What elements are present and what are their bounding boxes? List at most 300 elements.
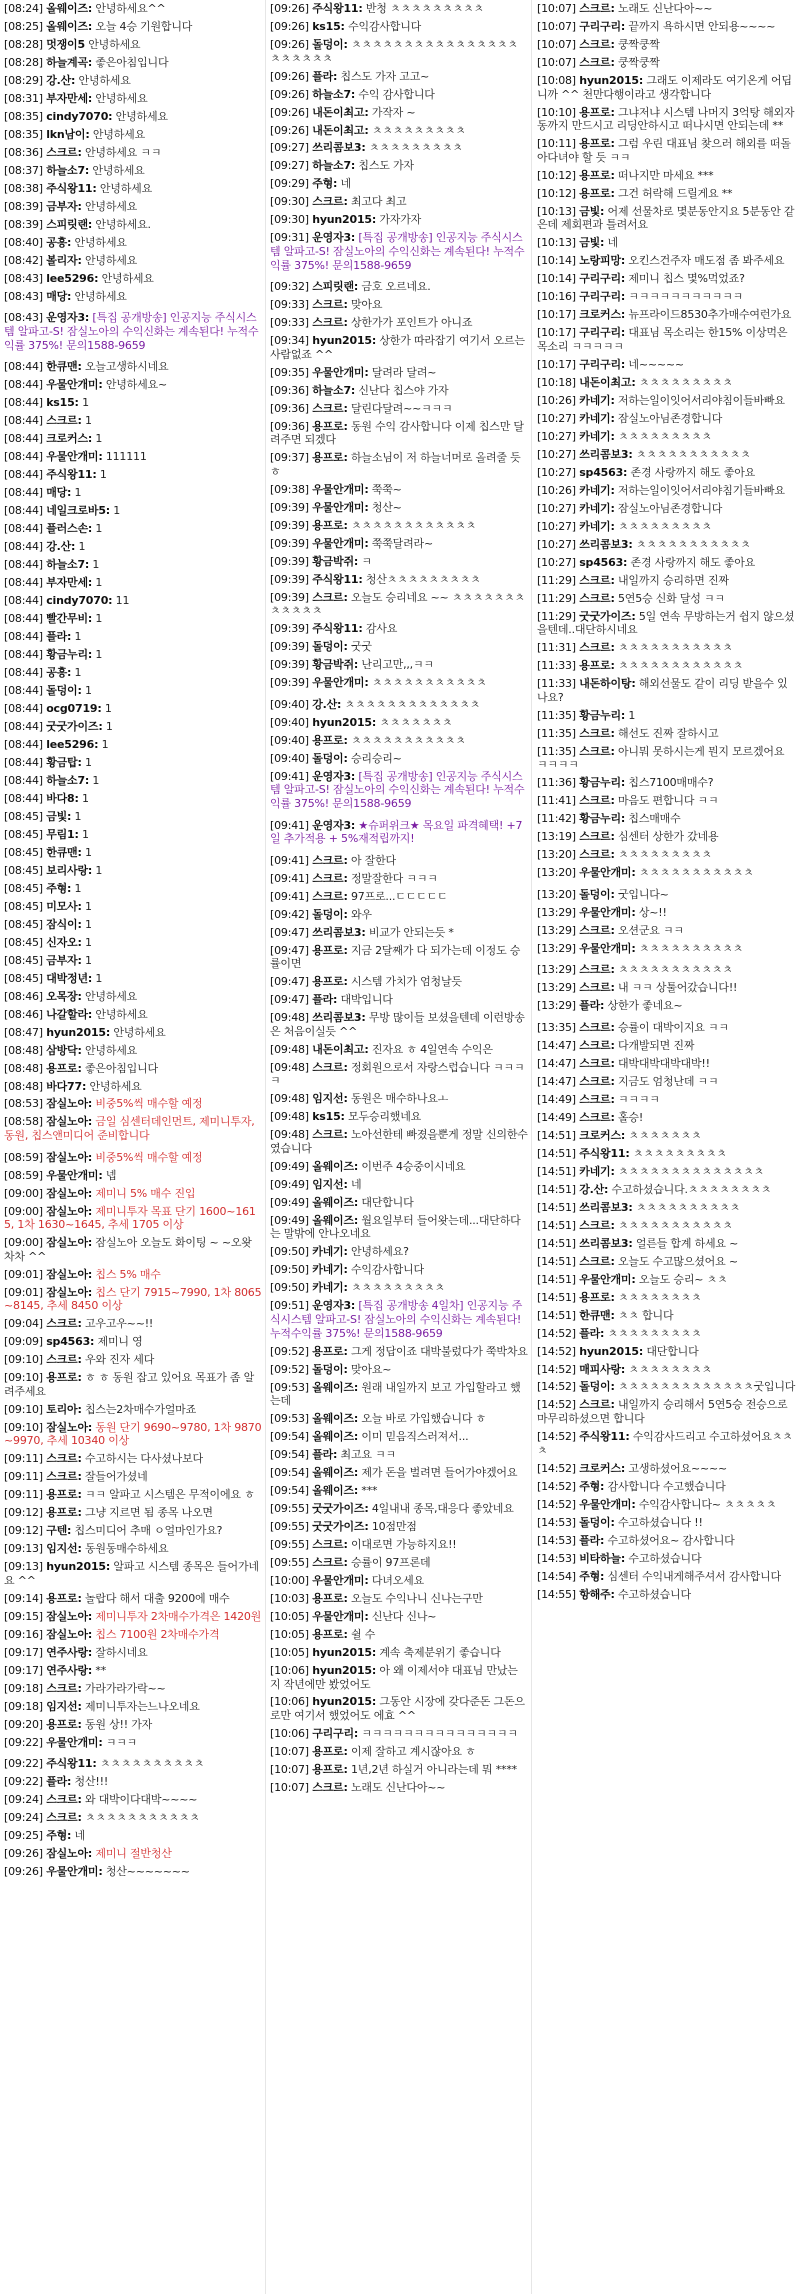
message-text: 승리승리~ [350,751,402,765]
message-text: 청산ㅊㅊㅊㅊㅊㅊㅊㅊㅊ [365,572,481,586]
message-author: 용프로: [579,1290,615,1304]
message-text: ㅊㅊㅊㅊㅊㅊㅊㅊㅊㅊㅊㅊㅊ [344,697,481,711]
message-time: [09:55] [270,1556,309,1569]
message-author: 스크르: [579,1092,615,1106]
message-author: 잠실노아: [46,1150,93,1164]
chat-message [537,1075,797,1089]
message-time: [09:29] [270,177,309,191]
chat-message [537,924,797,938]
chat-message [270,734,528,748]
message-author: 스크르: [579,1218,615,1232]
message-time: [10:07] [270,1763,309,1777]
message-text: 가자가자 [379,213,422,227]
chat-message [537,137,797,164]
message-time: [10:07] [537,37,576,51]
message-author: 스크르: [312,1060,348,1074]
message-text: 대단합니다 [361,1195,414,1209]
message-time: [13:29] [537,905,576,919]
message-time: [08:44] [4,611,43,625]
chat-message [4,164,262,178]
chat-message [4,558,262,572]
message-text: ㅊㅊㅊㅊㅊㅊㅊㅊㅊㅊㅊㅊ [617,659,744,673]
chat-message [270,872,528,886]
message-author: 용프로: [46,1506,82,1520]
chat-message [270,106,528,120]
message-text: 상한가 따라잡기 여기서 오르는 사람없죠 ^^ [270,334,525,361]
message-time: [08:44] [4,504,43,517]
chat-message [4,1335,262,1349]
message-time: [09:49] [270,1195,309,1209]
message-time: [08:44] [4,629,43,643]
message-text: ㅋㅋㅋ [105,1735,138,1749]
message-author: 돌덩이: [312,640,348,654]
message-text: 쿵짝쿵짝 [617,37,660,51]
message-text: 네 [74,1829,85,1843]
chat-message [4,360,262,374]
message-text: 안녕하세요 [84,199,138,213]
message-text: 수익감사합니다 [350,1263,424,1277]
message-author: 우물안개미: [46,1168,103,1182]
chat-message [537,906,797,920]
message-author: 황금박쥐: [312,658,359,672]
message-text: 잠실노아님존경합니다 [617,501,723,515]
chat-message [537,1552,797,1566]
chat-message [4,1775,262,1789]
message-author: cindy7070: [46,593,113,607]
message-time: [09:00] [4,1186,43,1200]
chat-message [270,1745,528,1759]
message-author: 카네기: [579,429,615,443]
message-time: [09:41] [270,889,309,903]
chat-message [4,1646,262,1660]
message-text: ㅊㅊㅊㅊㅊㅊㅊㅊㅊㅊㅊ [84,1811,200,1825]
message-text: 노래도 신난다아~~ [350,1781,446,1795]
message-text: 달려라 달려~ [371,365,437,379]
message-time: [08:44] [4,773,43,787]
message-author: 우물안개미: [312,365,369,379]
message-time: [09:34] [270,334,309,348]
chat-message [4,92,262,106]
message-author: 스크르: [46,1317,82,1331]
message-time: [14:52] [537,1497,576,1511]
chat-message [270,622,528,636]
message-text: ㅊㅊㅊㅊㅊㅊㅊㅊㅊㅊㅊ [617,641,733,655]
chat-message [270,420,528,447]
message-text: 알파고 시스템 종목은 들어가네요 ^^ [4,1560,259,1587]
chat-message [537,236,797,250]
message-author: 스크르: [579,573,615,587]
message-author: 스크르: [579,726,615,740]
message-time: [09:39] [270,622,309,636]
message-text: 오늘고생하시네요 [84,360,169,374]
message-text: 안녕하세요 [78,73,131,87]
message-author: 우물안개미: [312,1573,369,1587]
chat-message [537,502,797,516]
message-text: 상한가가 포인트가 아니죠 [350,316,473,330]
message-author: 용프로: [46,1717,82,1731]
chat-message [537,556,797,570]
chat-message [537,484,797,498]
message-time: [08:37] [4,163,43,177]
message-author: 매피사랑: [579,1362,626,1376]
chat-message [4,1421,262,1448]
chat-message [4,1865,262,1879]
chat-message [4,1080,262,1094]
message-time: [08:28] [4,55,43,69]
message-author: 카네기: [312,1245,348,1259]
chat-message [270,537,528,551]
chat-message [270,944,528,971]
chat-message [537,866,797,880]
message-author: 우물안개미: [579,866,636,880]
message-author: cindy7070: [46,109,113,123]
message-time: [08:44] [4,737,43,751]
message-time: [10:18] [537,375,576,389]
chat-message [537,290,797,304]
message-time: [09:40] [270,733,309,747]
message-time: [09:26] [270,105,309,119]
chat-message [537,326,797,353]
message-text: 대표님 목소리는 한15% 이상먹은 목소리 ㅋㅋㅋㅋㅋ [537,326,788,353]
message-text: 1 [113,504,121,517]
message-text: 칩스미디어 추매 ㅇ얼마인가요? [74,1524,223,1538]
chat-message [537,272,797,286]
message-time: [14:52] [537,1362,576,1376]
chat-message [4,1560,262,1587]
message-author: 크로커스: [579,1128,626,1142]
message-time: [14:53] [537,1533,576,1547]
chat-message [270,1727,528,1741]
message-text: 수익감사드리고 수고하셨어요ㅊㅊㅊ [537,1430,793,1457]
message-text: 1 [74,881,82,895]
message-text: 1 [101,737,109,751]
message-author: 임지선: [312,1177,348,1191]
message-time: [08:45] [4,881,43,895]
chat-message [4,74,262,88]
chat-message [4,1793,262,1807]
message-text: 1 [92,773,100,787]
message-text: 1 [84,845,92,859]
message-author: 주식왕11: [46,1757,97,1771]
message-time: [14:52] [537,1430,576,1444]
message-time: [14:52] [537,1326,576,1340]
message-time: [09:48] [270,1011,309,1025]
chat-message [4,128,262,142]
message-author: 굿굿가이즈: [579,609,636,623]
message-text: 안녕하세요 [113,1025,166,1039]
message-text: 네~~~~~ [628,357,684,371]
chat-message [537,1147,797,1161]
chat-message [4,810,262,824]
message-text: 반청 ㅊㅊㅊㅊㅊㅊㅊㅊㅊ [365,2,484,15]
message-time: [10:27] [537,555,576,569]
chat-message [537,430,797,444]
message-text: 월요일부터 들어왓는데...대단하다는 말밖에 안나오네요 [270,1213,521,1241]
message-author: 공흥: [46,235,72,249]
message-text: 안녕하세요. [95,217,151,231]
message-time: [13:20] [537,848,576,862]
chat-message [537,538,797,552]
message-time: [13:29] [537,963,576,977]
message-text: 시스템 가치가 엄청날듯 [350,975,462,989]
message-text: ㅊㅊㅊㅊㅊㅊㅊㅊㅊㅊㅊ [371,676,487,690]
message-text: 1 [95,971,103,985]
message-text: 가작자 ~ [371,105,416,119]
message-author: 주형: [579,1569,605,1583]
message-text: 잠실노아 오늘도 화이팅 ~ ~오왓차차 ^^ [4,1236,252,1263]
message-time: [08:42] [4,253,43,267]
message-time: [11:29] [537,609,576,623]
message-time: [08:44] [4,575,43,589]
message-text: ㅊㅊㅊㅊㅊㅊㅊ [379,715,453,729]
message-text: 내일까지 승리해서 5연5승 전승으로 마무리하셨으면 합니다 [537,1398,788,1426]
message-time: [10:07] [537,55,576,69]
message-author: hyun2015: [312,213,377,227]
chat-message [4,1268,262,1282]
chat-message [537,394,797,408]
chat-message [270,854,528,868]
chat-message [537,20,797,34]
message-text: 오늘도 승리~ ㅊㅊ [638,1272,728,1286]
chat-message [537,358,797,372]
message-author: 스크르: [312,316,348,330]
chat-message [537,1057,797,1071]
chat-message [4,936,262,950]
message-author: 용프로: [46,1371,82,1385]
chat-message [4,1205,262,1232]
message-text: 1 [95,432,103,446]
message-author: 스크르: [312,853,348,867]
chat-message [270,1128,528,1155]
message-author: 하늘소7: [46,773,90,787]
message-time: [10:16] [537,290,576,304]
message-time: [08:44] [4,593,43,607]
message-text: ㅊㅊㅊㅊㅊㅊㅊㅊㅊㅊㅊㅊㅊ굿입니다 [617,1380,796,1394]
chat-message [537,74,797,101]
chat-message [537,888,797,902]
message-time: [09:14] [4,1591,43,1605]
message-author: 운영자3: [312,818,356,832]
message-text: ★슈퍼위크★ 목요일 파격혜택! +7일 추가적용 + 5%재적립까지! [270,818,523,846]
chat-message [270,1430,528,1444]
message-text: [특집 공개방송] 인공지능 주식시스템 알파고-S! 잠실노아의 수익신화는 계속된다! 누적수익률 375%! 문의1588-9659 [4,311,259,352]
message-author: 금빛: [579,204,605,218]
message-author: 내돈이최고: [579,375,636,389]
message-time: [08:43] [4,289,43,303]
message-author: 스크르: [579,1020,615,1034]
message-text: 잘하시네요 [95,1645,148,1659]
message-author: 하늘소7: [312,159,356,173]
message-author: 스크르: [312,1556,348,1569]
chat-message [4,1371,262,1398]
message-author: 잠실노아: [46,1420,93,1434]
message-text: 이대로면 가능하지요!! [350,1538,457,1552]
message-time: [09:10] [4,1420,43,1434]
message-text: 1 [84,935,92,949]
message-text: 제미니투자 목표 단기 1600~1615, 1차 1630~1645, 추세 1705 이상 [4,1204,256,1232]
message-text: ㅊㅊㅊㅊㅊㅊㅊㅊㅊㅊㅊ [617,1218,733,1232]
message-text: [특집 공개방송] 인공지능 주식시스템 알파고-S! 잠실노아의 수익신화는 계속된다! 누적수익률 375%! 문의1588-9659 [270,769,525,810]
message-author: 용프로: [579,137,615,151]
chat-message [270,1574,528,1588]
message-author: 스피릿랜: [312,280,359,294]
message-text: 승률이 대박이지요 ㅋㅋ [617,1020,729,1034]
chat-message [4,1506,262,1520]
chat-message [4,1044,262,1058]
message-text: 고우고우~~!! [84,1317,154,1331]
message-author: 스크르: [46,1452,82,1466]
message-text: 1 [92,557,100,571]
chat-message [4,1847,262,1861]
message-text: ㅊㅊㅊㅊㅊㅊㅊㅊㅊㅊ [99,1757,205,1771]
message-time: [09:01] [4,1267,43,1281]
message-time: [09:47] [270,975,309,989]
message-author: 굿굿가이즈: [312,1502,369,1516]
message-time: [08:46] [4,1007,43,1021]
chat-message [4,666,262,680]
message-author: 주형: [46,1829,72,1843]
message-author: 우물안개미: [312,536,369,550]
message-time: [09:22] [4,1757,43,1771]
message-author: 쓰리콤보3: [579,1236,633,1250]
message-author: 주식왕11: [579,1146,630,1160]
message-author: 카네기: [579,501,615,515]
message-time: [08:44] [4,539,43,553]
message-text: ㅋㅋㅋㅋㅋㅋㅋㅋㅋㅋㅋㅋㅋㅋㅋ [361,1727,518,1741]
message-time: [09:25] [4,1829,43,1843]
chat-message [4,1286,262,1313]
message-author: 운영자3: [312,1299,356,1313]
chat-message [4,684,262,698]
message-time: [09:16] [4,1627,43,1641]
message-author: 볼리자: [46,253,82,267]
chat-message [537,1430,797,1457]
message-time: [08:53] [4,1097,43,1111]
chat-message [4,110,262,124]
message-author: 쓰리콤보3: [579,1200,633,1214]
chat-message [537,574,797,588]
message-time: [09:12] [4,1506,43,1520]
chat-message [4,792,262,806]
message-time: [09:52] [270,1344,309,1358]
chat-message [270,752,528,766]
message-time: [11:36] [537,776,576,790]
message-time: [09:54] [270,1448,309,1462]
message-author: 바다8: [46,791,79,805]
message-time: [08:45] [4,845,43,859]
chat-message [4,311,262,352]
message-time: [10:27] [537,411,576,425]
chat-message [270,20,528,34]
message-author: hyun2015: [312,715,377,729]
message-text: 수익감사합니다~ ㅊㅊㅊㅊㅊ [638,1497,777,1511]
message-text: 안녕하세요 [99,181,153,195]
message-time: [14:47] [537,1038,576,1052]
message-time: [09:17] [4,1663,43,1677]
message-time: [11:33] [537,659,576,673]
message-time: [10:06] [270,1695,309,1709]
message-author: 스크르: [46,414,82,428]
chat-log-column-3 [533,0,800,2294]
chat-message [4,594,262,608]
message-time: [14:53] [537,1551,576,1565]
message-time: [09:39] [270,658,309,672]
message-text: 1 [95,611,103,625]
chat-message [270,1061,528,1088]
chat-message [270,591,528,618]
message-time: [14:51] [537,1290,576,1304]
message-time: [09:32] [270,280,309,294]
message-time: [10:27] [537,501,576,515]
chat-message [4,254,262,268]
message-text: 칩스는2차매수가얼마죠 [84,1402,197,1416]
message-text: 모두승리했네요 [348,1110,422,1124]
message-text: 저하는일이잇어서리야침기들바빠요 [617,483,785,497]
message-author: 돌덩이: [312,907,348,921]
message-text: ㅋ [361,554,372,568]
message-author: 용프로: [312,419,348,433]
message-author: 올웨이즈: [312,1412,359,1426]
message-author: 용프로: [579,105,615,119]
chat-message [537,2,797,16]
chat-message [270,698,528,712]
message-text: 굿굿 [350,640,372,654]
message-author: 스크르: [312,590,348,604]
message-author: hyun2015: [46,1560,111,1574]
chat-message [270,402,528,416]
message-author: 스크르: [46,1811,82,1825]
message-author: 쓰리콤보3: [312,925,366,939]
message-text: 안녕하세요 [88,37,141,51]
message-text: 안녕하세요 [92,163,145,177]
message-text: 1 [84,414,92,428]
message-author: lee5296: [46,737,99,751]
chat-message [4,756,262,770]
message-text: 1 [82,396,89,410]
message-author: 플라: [312,69,338,83]
chat-message [270,1345,528,1359]
message-time: [08:48] [4,1079,43,1093]
chat-message [270,658,528,672]
message-author: 구리구리: [579,272,626,286]
message-text: 청산~ [371,500,402,514]
message-author: 우물안개미: [46,378,103,392]
chat-message [270,1664,528,1691]
chat-message [537,1462,797,1476]
message-time: [10:13] [537,204,576,218]
message-text: ㅊㅊㅊㅊㅊㅊㅊ [628,1128,702,1142]
chat-message [270,483,528,497]
message-author: 하늘소7: [46,163,90,177]
message-author: 카네기: [579,393,615,407]
chat-message [4,522,262,536]
chat-message [537,1309,797,1323]
chat-message [270,1502,528,1516]
message-text: 동원 수익 감사합니다 이제 칩스만 달려주면 되겠다 [270,419,524,447]
chat-message [537,745,797,772]
message-text: 해선도 진짜 잘하시고 [617,726,719,740]
message-text: 1 [84,683,92,697]
chat-message [537,1183,797,1197]
message-author: 스크르: [579,1056,615,1070]
message-text: 다녀오세요 [371,1573,424,1587]
chat-message [4,990,262,1004]
message-time: [08:43] [4,311,43,325]
chat-message [270,231,528,272]
message-time: [10:13] [537,236,576,250]
message-text: 칩스 단기 7915~7990, 1차 8065~8145, 추세 8450 이상 [4,1285,262,1313]
chat-message [270,1043,528,1057]
